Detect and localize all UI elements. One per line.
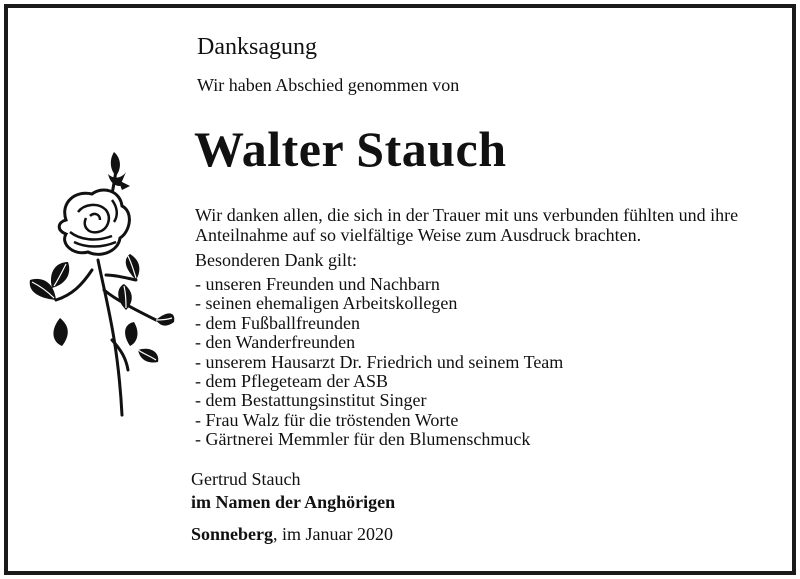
list-item: - den Wanderfreunden (195, 332, 356, 353)
deceased-name: Walter Stauch (194, 121, 507, 177)
list-item: - Gärtnerei Memmler für den Blumenschmuck (195, 429, 531, 450)
thanks-paragraph: Wir danken allen, die sich in der Trauer mit uns verbunden fühlten und ihre Anteilnahme auf so vielfältige Weise zum Ausdruck brachten. (195, 205, 739, 245)
signature-place: Sonneberg (191, 524, 274, 544)
list-item: - dem Bestattungsinstitut Singer (195, 390, 427, 411)
signature-on-behalf: im Namen der Anghörigen (191, 492, 396, 512)
list-item: - Frau Walz für die tröstenden Worte (195, 409, 459, 430)
list-item: - dem Fußballfreunden (195, 312, 360, 333)
signature-date: , im Januar 2020 (273, 524, 393, 544)
special-thanks-label: Besonderen Dank gilt: (195, 250, 357, 270)
list-item: - unseren Freunden und Nachbarn (195, 274, 440, 294)
signature-name: Gertrud Stauch (191, 469, 301, 489)
rose-icon (26, 150, 176, 420)
special-thanks-list (195, 275, 563, 450)
list-item: - seinen ehemaligen Arbeitskollegen (195, 293, 458, 314)
list-item: - dem Pflegeteam der ASB (195, 371, 388, 392)
intro-text: Wir haben Abschied genommen von (197, 75, 460, 95)
signature-place-date (191, 523, 393, 545)
notice-heading: Danksagung (197, 34, 317, 60)
list-item: - unserem Hausarzt Dr. Friedrich und seinem Team (195, 351, 564, 372)
